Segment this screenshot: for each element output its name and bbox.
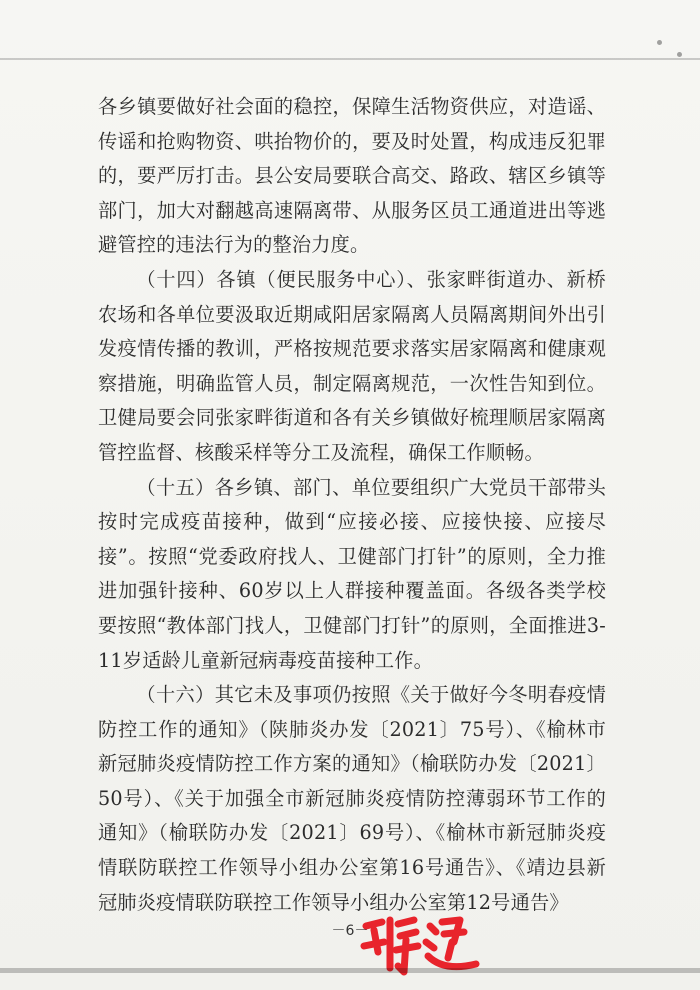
paragraph-continuation: 各乡镇要做好社会面的稳控，保障生活物资供应，对造谣、传谣和抢购物资、哄抬物价的，要及时处置，构成违反犯罪的，要严厉打击。县公安局要联合高交、路政、辖区乡镇等部门，加大对翻越高速隔离带、从服务区员工通道进出等逃避管控的违法行为的整治力度。 [98, 95, 606, 257]
scan-speck [677, 52, 682, 57]
scan-edge-top [0, 58, 700, 60]
paragraph-item-15: （十五）各乡镇、部门、单位要组织广大党员干部带头按时完成疫苗接种，做到“应接必接、应接快接、应接尽接”。按照“党委政府找人、卫健部门打针”的原则，全力推进加强针接种、60岁以上人群接种覆盖面。各级各类学校要按照“教体部门找人，卫健部门打针”的原则，全面推进3-11岁适龄儿童新冠病毒疫苗接种工作。 [98, 475, 606, 672]
paragraph-item-16: （十六）其它未及事项仍按照《关于做好今冬明春疫情防控工作的通知》（陕肺炎办发〔2021〕75号）、《榆林市新冠肺炎疫情防控工作方案的通知》（榆联防办发〔2021〕50号）、《关于加强全市新冠肺炎疫情防控薄弱环节工作的通知》（榆联防办发〔2021〕69号）、《榆林市新冠肺炎疫情联防联控工作领导小组办公室第16号通告》、《靖边县新冠肺炎疫情联防联控工作领导小组办公室第12号通告》 [98, 683, 606, 914]
document-body [98, 90, 606, 920]
paragraph-item-14: （十四）各镇（便民服务中心）、张家畔街道办、新桥农场和各单位要汲取近期咸阳居家隔离人员隔离期间外出引发疫情传播的教训，严格按规范要求落实居家隔离和健康观察措施，明确监管人员，制定隔离规范，一次性告知到位。卫健局要会同张家畔街道和各有关乡镇做好梳理顺居家隔离管控监督、核酸采样等分工及流程，确保工作顺畅。 [98, 267, 606, 464]
scan-speck [657, 40, 662, 45]
scan-edge-bottom [0, 968, 700, 973]
page-number: －6－ [331, 923, 369, 939]
